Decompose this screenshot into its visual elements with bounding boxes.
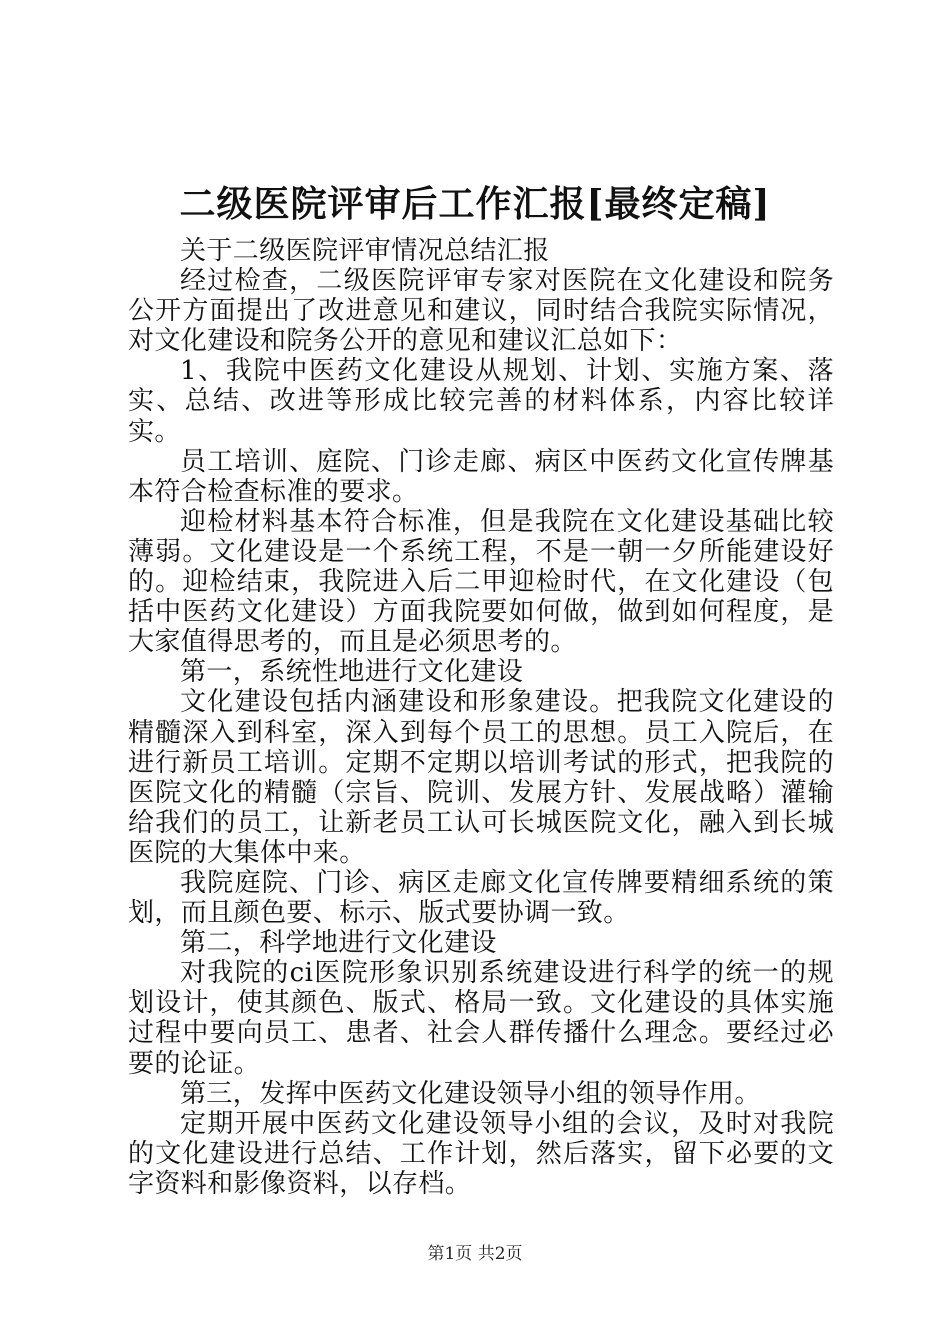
page-number-footer: 第1页 共2页	[427, 1244, 523, 1264]
paragraph: 员工培训、庭院、门诊走廊、病区中医药文化宣传牌基本符合检查标准的要求。	[128, 446, 834, 507]
paragraph: 定期开展中医药文化建设领导小组的会议，及时对我院的文化建设进行总结、工作计划，然后落实，留下必要的文字资料和影像资料，以存档。	[128, 1108, 834, 1199]
paragraph: 我院庭院、门诊、病区走廊文化宣传牌要精细系统的策划，而且颜色要、标示、版式要协调一致。	[128, 867, 834, 929]
paragraph: 经过检查，二级医院评审专家对医院在文化建设和院务公开方面提出了改进意见和建议，同时结合我院实际情况，对文化建设和院务公开的意见和建议汇总如下：	[128, 266, 834, 357]
document-title: 二级医院评审后工作汇报[最终定稿]	[179, 183, 771, 225]
paragraph-item-1: 1、我院中医药文化建设从规划、计划、实施方案、落实、总结、改进等形成比较完善的材料体系，内容比较详实。	[128, 356, 834, 447]
document-body	[128, 236, 834, 1199]
section-heading-1: 第一，系统性地进行文化建设	[180, 657, 524, 688]
paragraph: 文化建设包括内涵建设和形象建设。把我院文化建设的精髓深入到科室，深入到每个员工的思想。员工入院后，在进行新员工培训。定期不定期以培训考试的形式，把我院的医院文化的精髓（宗旨、院训、发展方针、发展战略）灌输给我们的员工，让新老员工认可长城医院文化，融入到长城医院的大集体中来。	[128, 687, 834, 868]
paragraph: 对我院的ci医院形象识别系统建设进行科学的统一的规划设计，使其颜色、版式、格局一致。文化建设的具体实施过程中要向员工、患者、社会人群传播什么理念。要经过必要的论证。	[128, 958, 834, 1079]
paragraph: 迎检材料基本符合标准，但是我院在文化建设基础比较薄弱。文化建设是一个系统工程，不是一朝一夕所能建设好的。迎检结束，我院进入后二甲迎检时代，在文化建设（包括中医药文化建设）方面我院要如何做，做到如何程度，是大家值得思考的，而且是必须思考的。	[128, 506, 834, 658]
section-heading-3: 第三，发挥中医药文化建设领导小组的领导作用。	[180, 1078, 761, 1109]
section-heading-2: 第二，科学地进行文化建设	[180, 928, 497, 959]
paragraph-heading: 关于二级医院评审情况总结汇报	[180, 236, 550, 266]
